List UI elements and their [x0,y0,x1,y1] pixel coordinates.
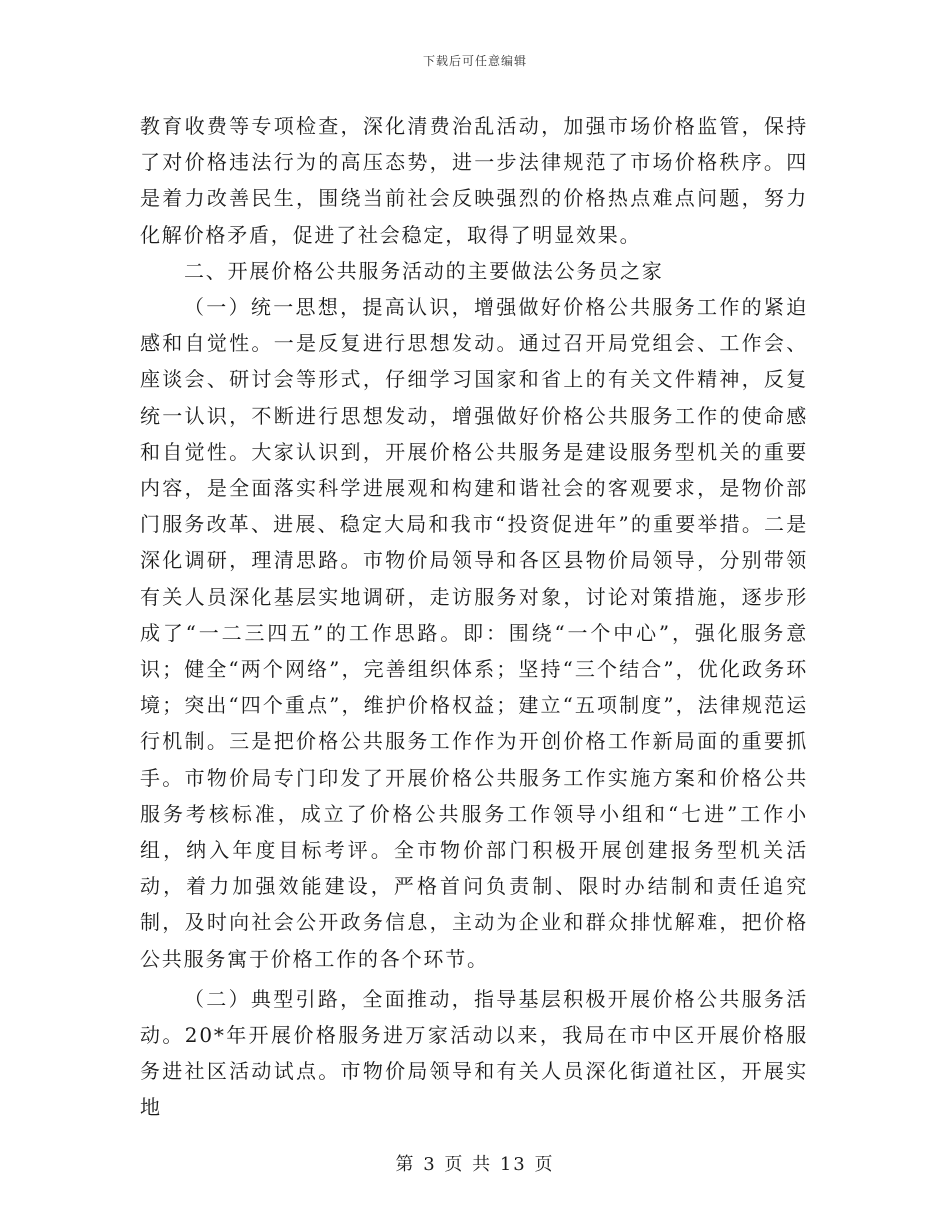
page-number: 第 3 页 共 13 页 [395,1154,555,1175]
paragraph-subsection-1: （一）统一思想，提高认识，增强做好价格公共服务工作的紧迫感和自觉性。一是反复进行思想发动。通过召开局党组会、工作会、座谈会、研讨会等形式，仔细学习国家和省上的有关文件精神，反复统一认识，不断进行思想发动，增强做好价格公共服务工作的使命感和自觉性。大家认识到，开展价格公共服务是建设服务型机关的重要内容，是全面落实科学进展观和构建和谐社会的客观要求，是物价部门服务改革、进展、稳定大局和我市“投资促进年”的重要举措。二是深化调研，理清思路。市物价局领导和各区县物价局领导，分别带领有关人员深化基层实地调研，走访服务对象，讨论对策措施，逐步形成了“一二三四五”的工作思路。即：围绕“一个中心”，强化服务意识；健全“两个网络”，完善组织体系；坚持“三个结合”，优化政务环境；突出“四个重点”，维护价格权益；建立“五项制度”，法律规范运行机制。三是把价格公共服务工作作为开创价格工作新局面的重要抓手。市物价局专门印发了开展价格公共服务工作实施方案和价格公共服务考核标准，成立了价格公共服务工作领导小组和“七进”工作小组，纳入年度目标考评。全市物价部门积极开展创建报务型机关活动，着力加强效能建设，严格首问负责制、限时办结制和责任追究制，及时向社会公开政务信息，主动为企业和群众排忧解难，把价格公共服务寓于价格工作的各个环节。 [140,295,808,971]
paragraph-subsection-2: （二）典型引路，全面推动，指导基层积极开展价格公共服务活动。20*年开展价格服务进万家活动以来，我局在市中区开展价格服务进社区活动试点。市物价局领导和有关人员深化街道社区，开展实地 [140,986,808,1120]
page-header-note: 下载后可任意编辑 [422,54,527,68]
document-body [140,108,808,1126]
section-heading: 二、开展价格公共服务活动的主要做法公务员之家 [184,258,664,283]
paragraph-continuation: 教育收费等专项检查，深化清费治乱活动，加强市场价格监管，保持了对价格违法行为的高压态势，进一步法律规范了市场价格秩序。四是着力改善民生，围绕当前社会反映强烈的价格热点难点问题，努力化解价格矛盾，促进了社会稳定，取得了明显效果。 [140,114,808,247]
